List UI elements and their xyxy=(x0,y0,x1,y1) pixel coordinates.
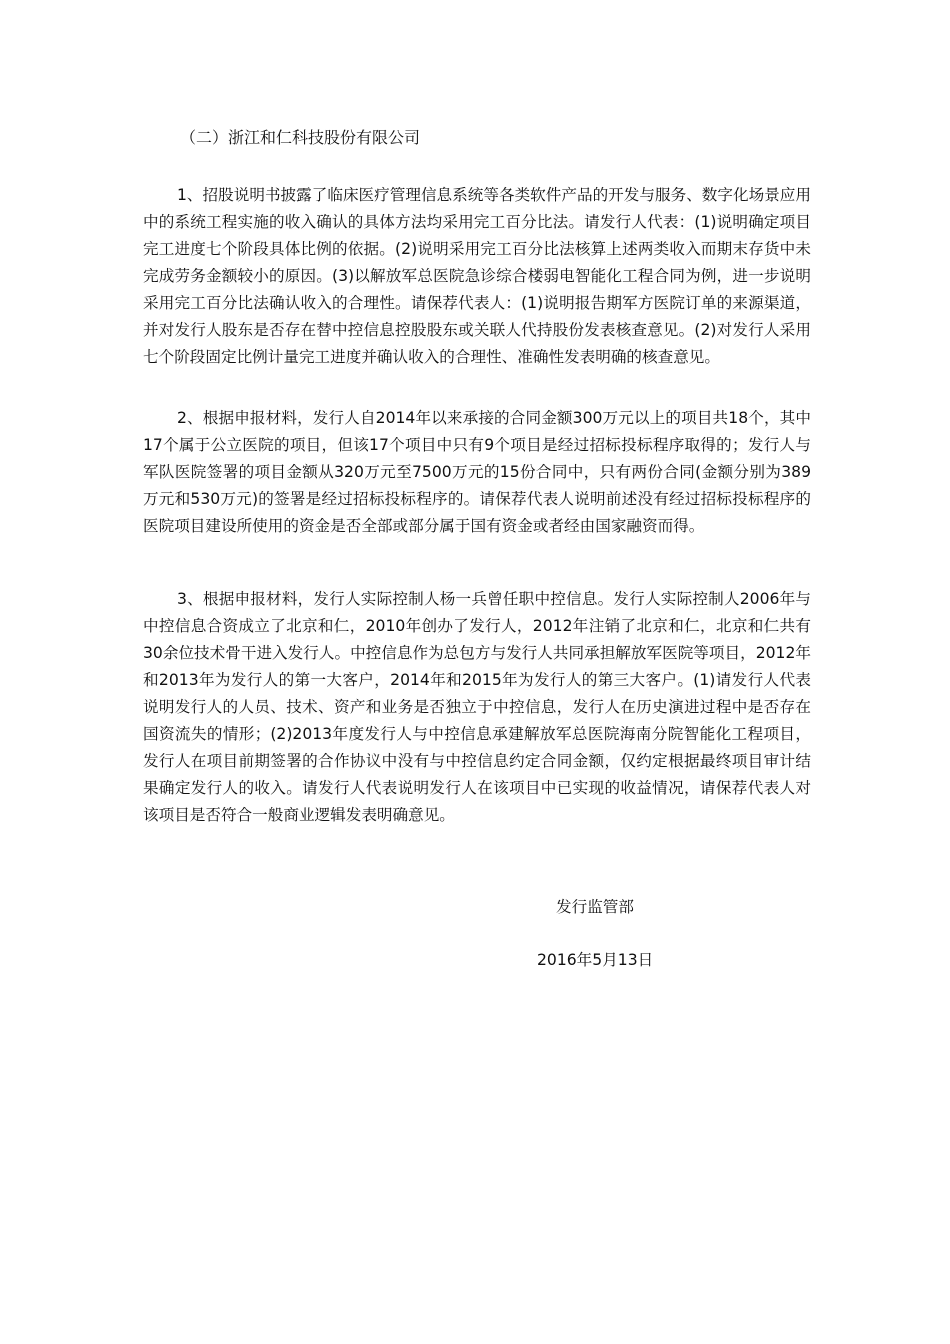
paragraph-1: 1、招股说明书披露了临床医疗管理信息系统等各类软件产品的开发与服务、数字化场景应用中的系统工程实施的收入确认的具体方法均采用完工百分比法。请发行人代表：(1)说明确定项目完工进度七个阶段具体比例的依据。(2)说明采用完工百分比法核算上述两类收入而期末存货中未完成劳务金额较小的原因。(3)以解放军总医院急诊综合楼弱电智能化工程合同为例，进一步说明采用完工百分比法确认收入的合理性。请保荐代表人：(1)说明报告期军方医院订单的来源渠道，并对发行人股东是否存在替中控信息控股股东或关联人代持股份发表核查意见。(2)对发行人采用七个阶段固定比例计量完工进度并确认收入的合理性、准确性发表明确的核查意见。 xyxy=(143,186,811,366)
paragraph-2: 2、根据申报材料，发行人自2014年以来承接的合同金额300万元以上的项目共18个，其中17个属于公立医院的项目，但该17个项目中只有9个项目是经过招标投标程序取得的；发行人与军队医院签署的项目金额从320万元至7500万元的15份合同中，只有两份合同(金额分别为389万元和530万元)的签署是经过招标投标程序的。请保荐代表人说明前述没有经过招标投标程序的医院项目建设所使用的资金是否全部或部分属于国有资金或者经由国家融资而得。 xyxy=(143,409,811,535)
issue-date: 2016年5月13日 xyxy=(537,951,654,969)
paragraph-3: 3、根据申报材料，发行人实际控制人杨一兵曾任职中控信息。发行人实际控制人2006年与中控信息合资成立了北京和仁，2010年创办了发行人，2012年注销了北京和仁，北京和仁共有30余位技术骨干进入发行人。中控信息作为总包方与发行人共同承担解放军医院等项目，2012年和2013年为发行人的第一大客户，2014年和2015年为发行人的第三大客户。(1)请发行人代表说明发行人的人员、技术、资产和业务是否独立于中控信息，发行人在历史演进过程中是否存在国资流失的情形；(2)2013年度发行人与中控信息承建解放军总医院海南分院智能化工程项目，发行人在项目前期签署的合作协议中没有与中控信息约定合同金额，仅约定根据最终项目审计结果确定发行人的收入。请发行人代表说明发行人在该项目中已实现的收益情况，请保荐代表人对该项目是否符合一般商业逻辑发表明确意见。 xyxy=(143,590,811,824)
issuer-signature: 发行监管部 xyxy=(556,898,634,916)
section-heading: （二）浙江和仁科技股份有限公司 xyxy=(180,128,421,147)
